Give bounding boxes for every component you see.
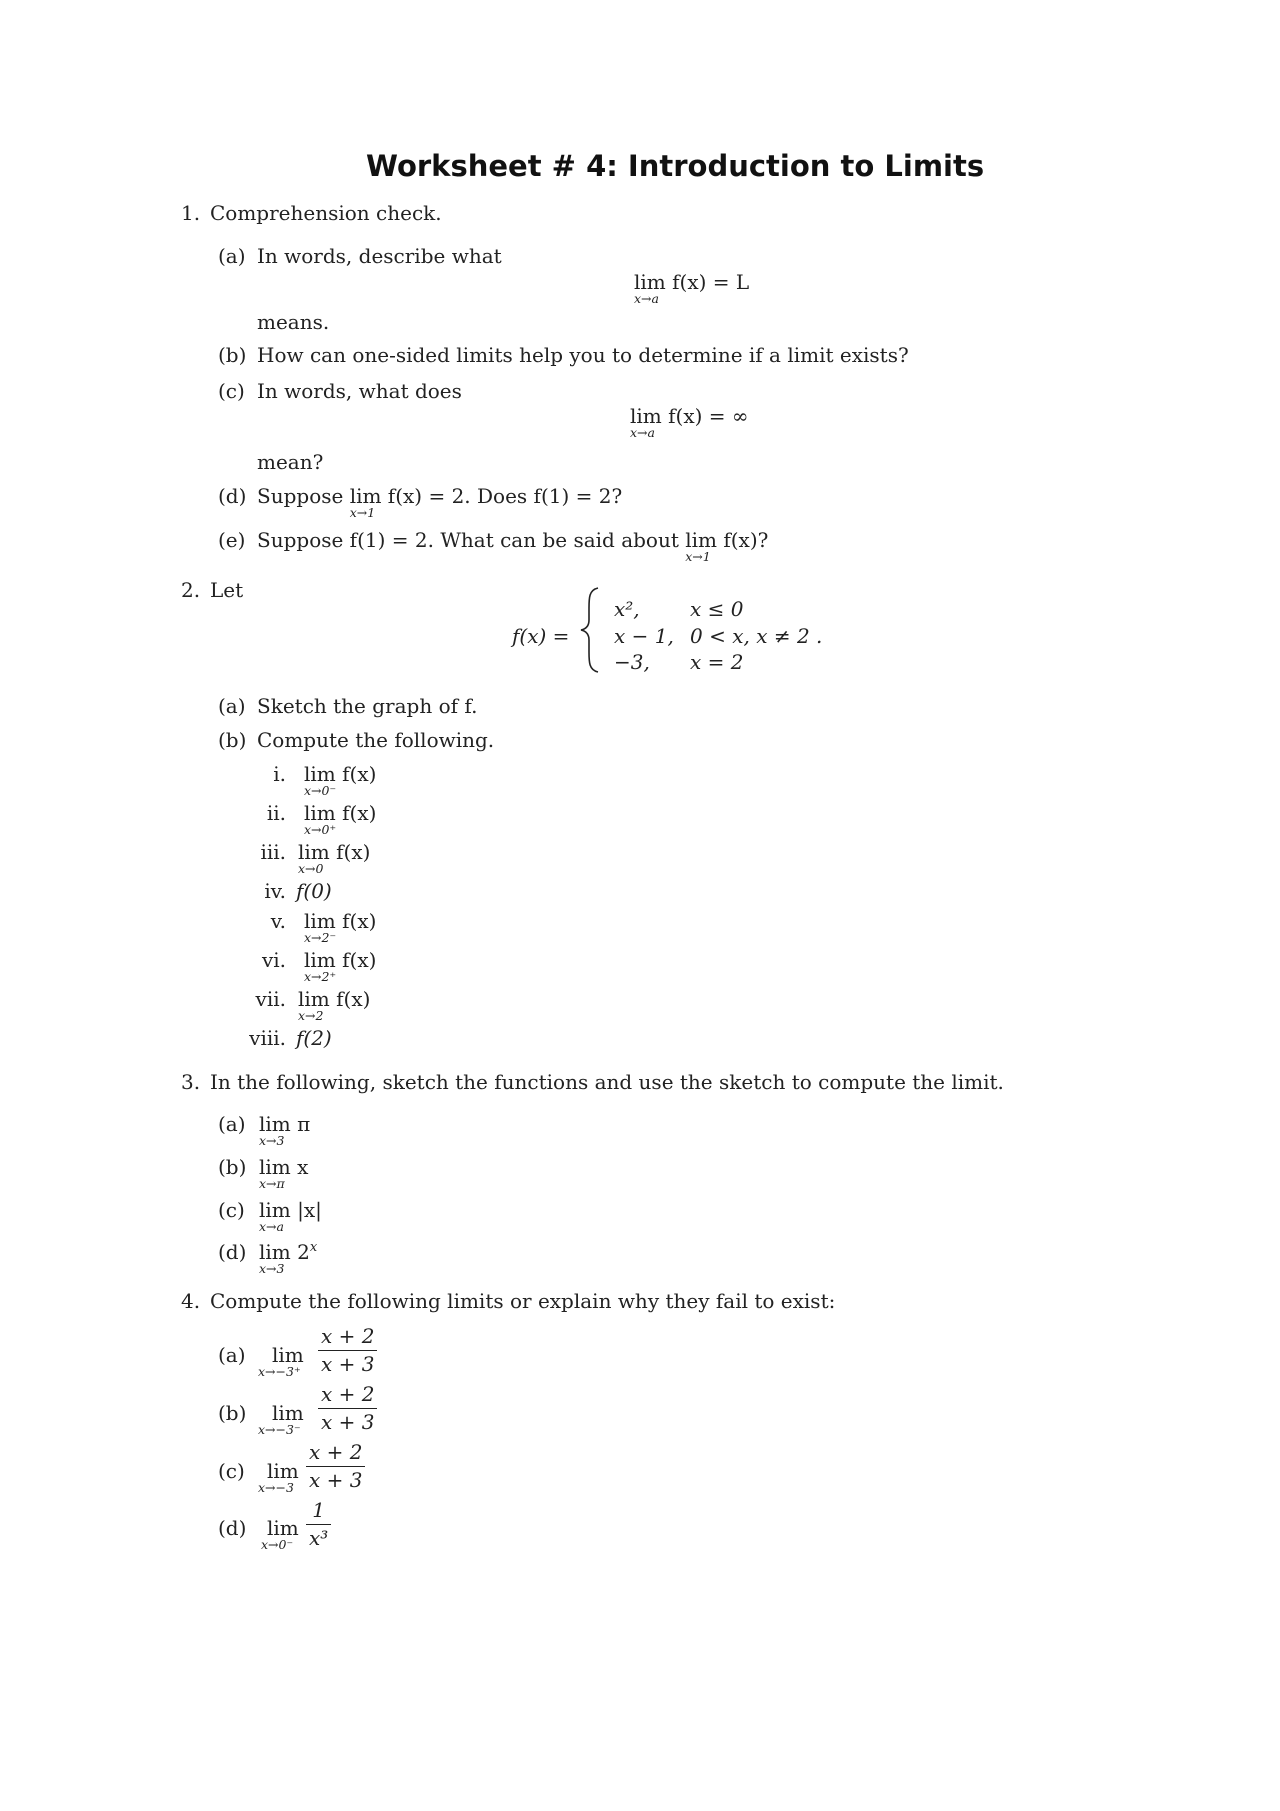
q1c-label: (c) [218, 379, 245, 403]
q4a-fraction [318, 1326, 377, 1375]
q4d-label: (d) [218, 1516, 247, 1540]
case-2-cond: 0 < x, x ≠ 2 [690, 624, 810, 648]
q2a-text: Sketch the graph of f. [257, 694, 478, 718]
q2-number: 2. [181, 578, 201, 602]
q4b-lim [258, 1401, 304, 1437]
q4a-lim-word: lim [272, 1343, 304, 1367]
q4d-lim-word: lim [267, 1516, 299, 1540]
q1c-display-expr: lim f(x) = ∞ [630, 404, 749, 428]
item-expr: lim f(x) [304, 801, 377, 825]
item-sub: x→0⁻ [304, 783, 337, 798]
q4c-label: (c) [218, 1459, 245, 1483]
q1e-label: (e) [218, 528, 246, 552]
q4a-sub: x→−3⁺ [258, 1364, 301, 1379]
q1a-display-expr: lim f(x) = L [634, 270, 750, 294]
q3a-sub: x→3 [259, 1133, 285, 1148]
q4b-sub: x→−3⁻ [258, 1422, 301, 1437]
q1e-sub: x→1 [685, 549, 711, 564]
q4b-lim-word: lim [272, 1401, 304, 1425]
case-1-expr: x², [614, 597, 640, 621]
q4d-lim [261, 1516, 299, 1552]
q1e-before: Suppose f(1) = 2. What can be said about [257, 528, 679, 552]
denominator: x + 3 [321, 1352, 375, 1376]
q3b-expr: lim x [259, 1155, 309, 1179]
case-2-expr: x − 1, [614, 624, 674, 648]
numerator: x + 2 [318, 1384, 377, 1409]
q1c-text: In words, what does [257, 379, 462, 403]
q1d-before: Suppose [257, 484, 344, 508]
case-period: . [816, 624, 823, 648]
q4-number: 4. [181, 1289, 201, 1313]
q2-item-math [298, 987, 371, 1023]
numerator: x + 2 [318, 1326, 377, 1351]
q4c-fraction [306, 1442, 365, 1491]
denominator: x + 3 [309, 1468, 363, 1492]
q3c-sub: x→a [259, 1219, 284, 1234]
q1a-display-sub: x→a [634, 291, 659, 306]
item-sub: x→0⁺ [304, 822, 337, 837]
q4b-fraction [318, 1384, 377, 1433]
numerator: 1 [306, 1500, 331, 1525]
numerator: x + 2 [306, 1442, 365, 1467]
q2-item-label: iii. [260, 840, 286, 864]
q1b-text: How can one-sided limits help you to determine if a limit exists? [257, 343, 909, 367]
q1-text: Comprehension check. [210, 201, 442, 225]
q3d-math [259, 1240, 318, 1276]
item-expr: lim f(x) [298, 840, 371, 864]
left-brace [578, 586, 602, 674]
q2-item-math: f(2) [296, 1026, 332, 1050]
item-sub: x→2⁻ [304, 930, 337, 945]
q1d-label: (d) [218, 484, 247, 508]
page-title: Worksheet # 4: Introduction to Limits [366, 149, 985, 183]
q3-number: 3. [181, 1070, 201, 1094]
denominator: x³ [309, 1526, 329, 1550]
q2-item-math [304, 762, 377, 798]
item-expr: lim f(x) [304, 762, 377, 786]
q1a-after: means. [257, 310, 330, 334]
q2-item-label: v. [270, 909, 286, 933]
q4d-fraction [306, 1500, 331, 1549]
item-expr: lim f(x) [304, 909, 377, 933]
q1d-after: Does f(1) = 2? [477, 484, 623, 508]
denominator: x + 3 [321, 1410, 375, 1434]
q2-item-label: ii. [266, 801, 286, 825]
item-expr: lim f(x) [304, 948, 377, 972]
case-3-cond: x = 2 [690, 650, 744, 674]
q3b-math [259, 1155, 309, 1191]
q2-item-math [298, 840, 371, 876]
q1d-expr: lim f(x) = 2. [349, 484, 471, 508]
q3d-label: (d) [218, 1240, 247, 1264]
q1c-display-math [630, 404, 749, 440]
q3a-math [259, 1112, 311, 1148]
q4a-lim [258, 1343, 304, 1379]
case-1-cond: x ≤ 0 [690, 597, 744, 621]
q3a-expr: lim π [259, 1112, 311, 1136]
q4a-label: (a) [218, 1343, 246, 1367]
q4-text: Compute the following limits or explain why they fail to exist: [210, 1289, 836, 1313]
q1e-line [257, 528, 769, 564]
q2-item-math [304, 909, 377, 945]
q1a-display-math [634, 270, 750, 306]
q3b-label: (b) [218, 1155, 247, 1179]
q2-function-lhs: f(x) = [512, 624, 570, 648]
item-sub: x→2 [298, 1008, 324, 1023]
q2-item-label: i. [273, 762, 286, 786]
q3c-math [259, 1198, 322, 1234]
q2a-label: (a) [218, 694, 246, 718]
q1c-display-sub: x→a [630, 425, 655, 440]
q3c-expr: lim |x| [259, 1198, 322, 1222]
q2-item-label: vii. [255, 987, 286, 1011]
q3-text: In the following, sketch the functions and use the sketch to compute the limit. [210, 1070, 1004, 1094]
q2-item-math: f(0) [296, 879, 332, 903]
q3d-expr: lim 2 [259, 1240, 310, 1264]
q2-item-label: iv. [264, 879, 286, 903]
q2-item-math [304, 948, 377, 984]
q2-item-label: vi. [261, 948, 286, 972]
q4c-sub: x→−3 [258, 1480, 294, 1495]
q2-item-math [304, 801, 377, 837]
q1a-text: In words, describe what [257, 244, 502, 268]
q4b-label: (b) [218, 1401, 247, 1425]
item-expr: lim f(x) [298, 987, 371, 1011]
q2-text: Let [210, 578, 244, 602]
q1d-line [257, 484, 623, 520]
q4d-sub: x→0⁻ [261, 1537, 294, 1552]
q3d-exponent: x [309, 1240, 318, 1255]
q3d-sub: x→3 [259, 1261, 285, 1276]
q1-number: 1. [181, 201, 201, 225]
case-3-expr: −3, [614, 650, 650, 674]
q2b-label: (b) [218, 728, 247, 752]
q4c-lim-word: lim [267, 1459, 299, 1483]
q2b-text: Compute the following. [257, 728, 495, 752]
q1a-label: (a) [218, 244, 246, 268]
q3b-sub: x→π [259, 1176, 285, 1191]
item-sub: x→0 [298, 861, 324, 876]
q1e-expr: lim f(x)? [685, 528, 769, 552]
item-sub: x→2⁺ [304, 969, 337, 984]
q1c-after: mean? [257, 450, 324, 474]
q3a-label: (a) [218, 1112, 246, 1136]
q2-item-label: viii. [249, 1026, 286, 1050]
q4c-lim [258, 1459, 299, 1495]
q1b-label: (b) [218, 343, 247, 367]
q1d-sub: x→1 [349, 505, 376, 520]
q3c-label: (c) [218, 1198, 245, 1222]
